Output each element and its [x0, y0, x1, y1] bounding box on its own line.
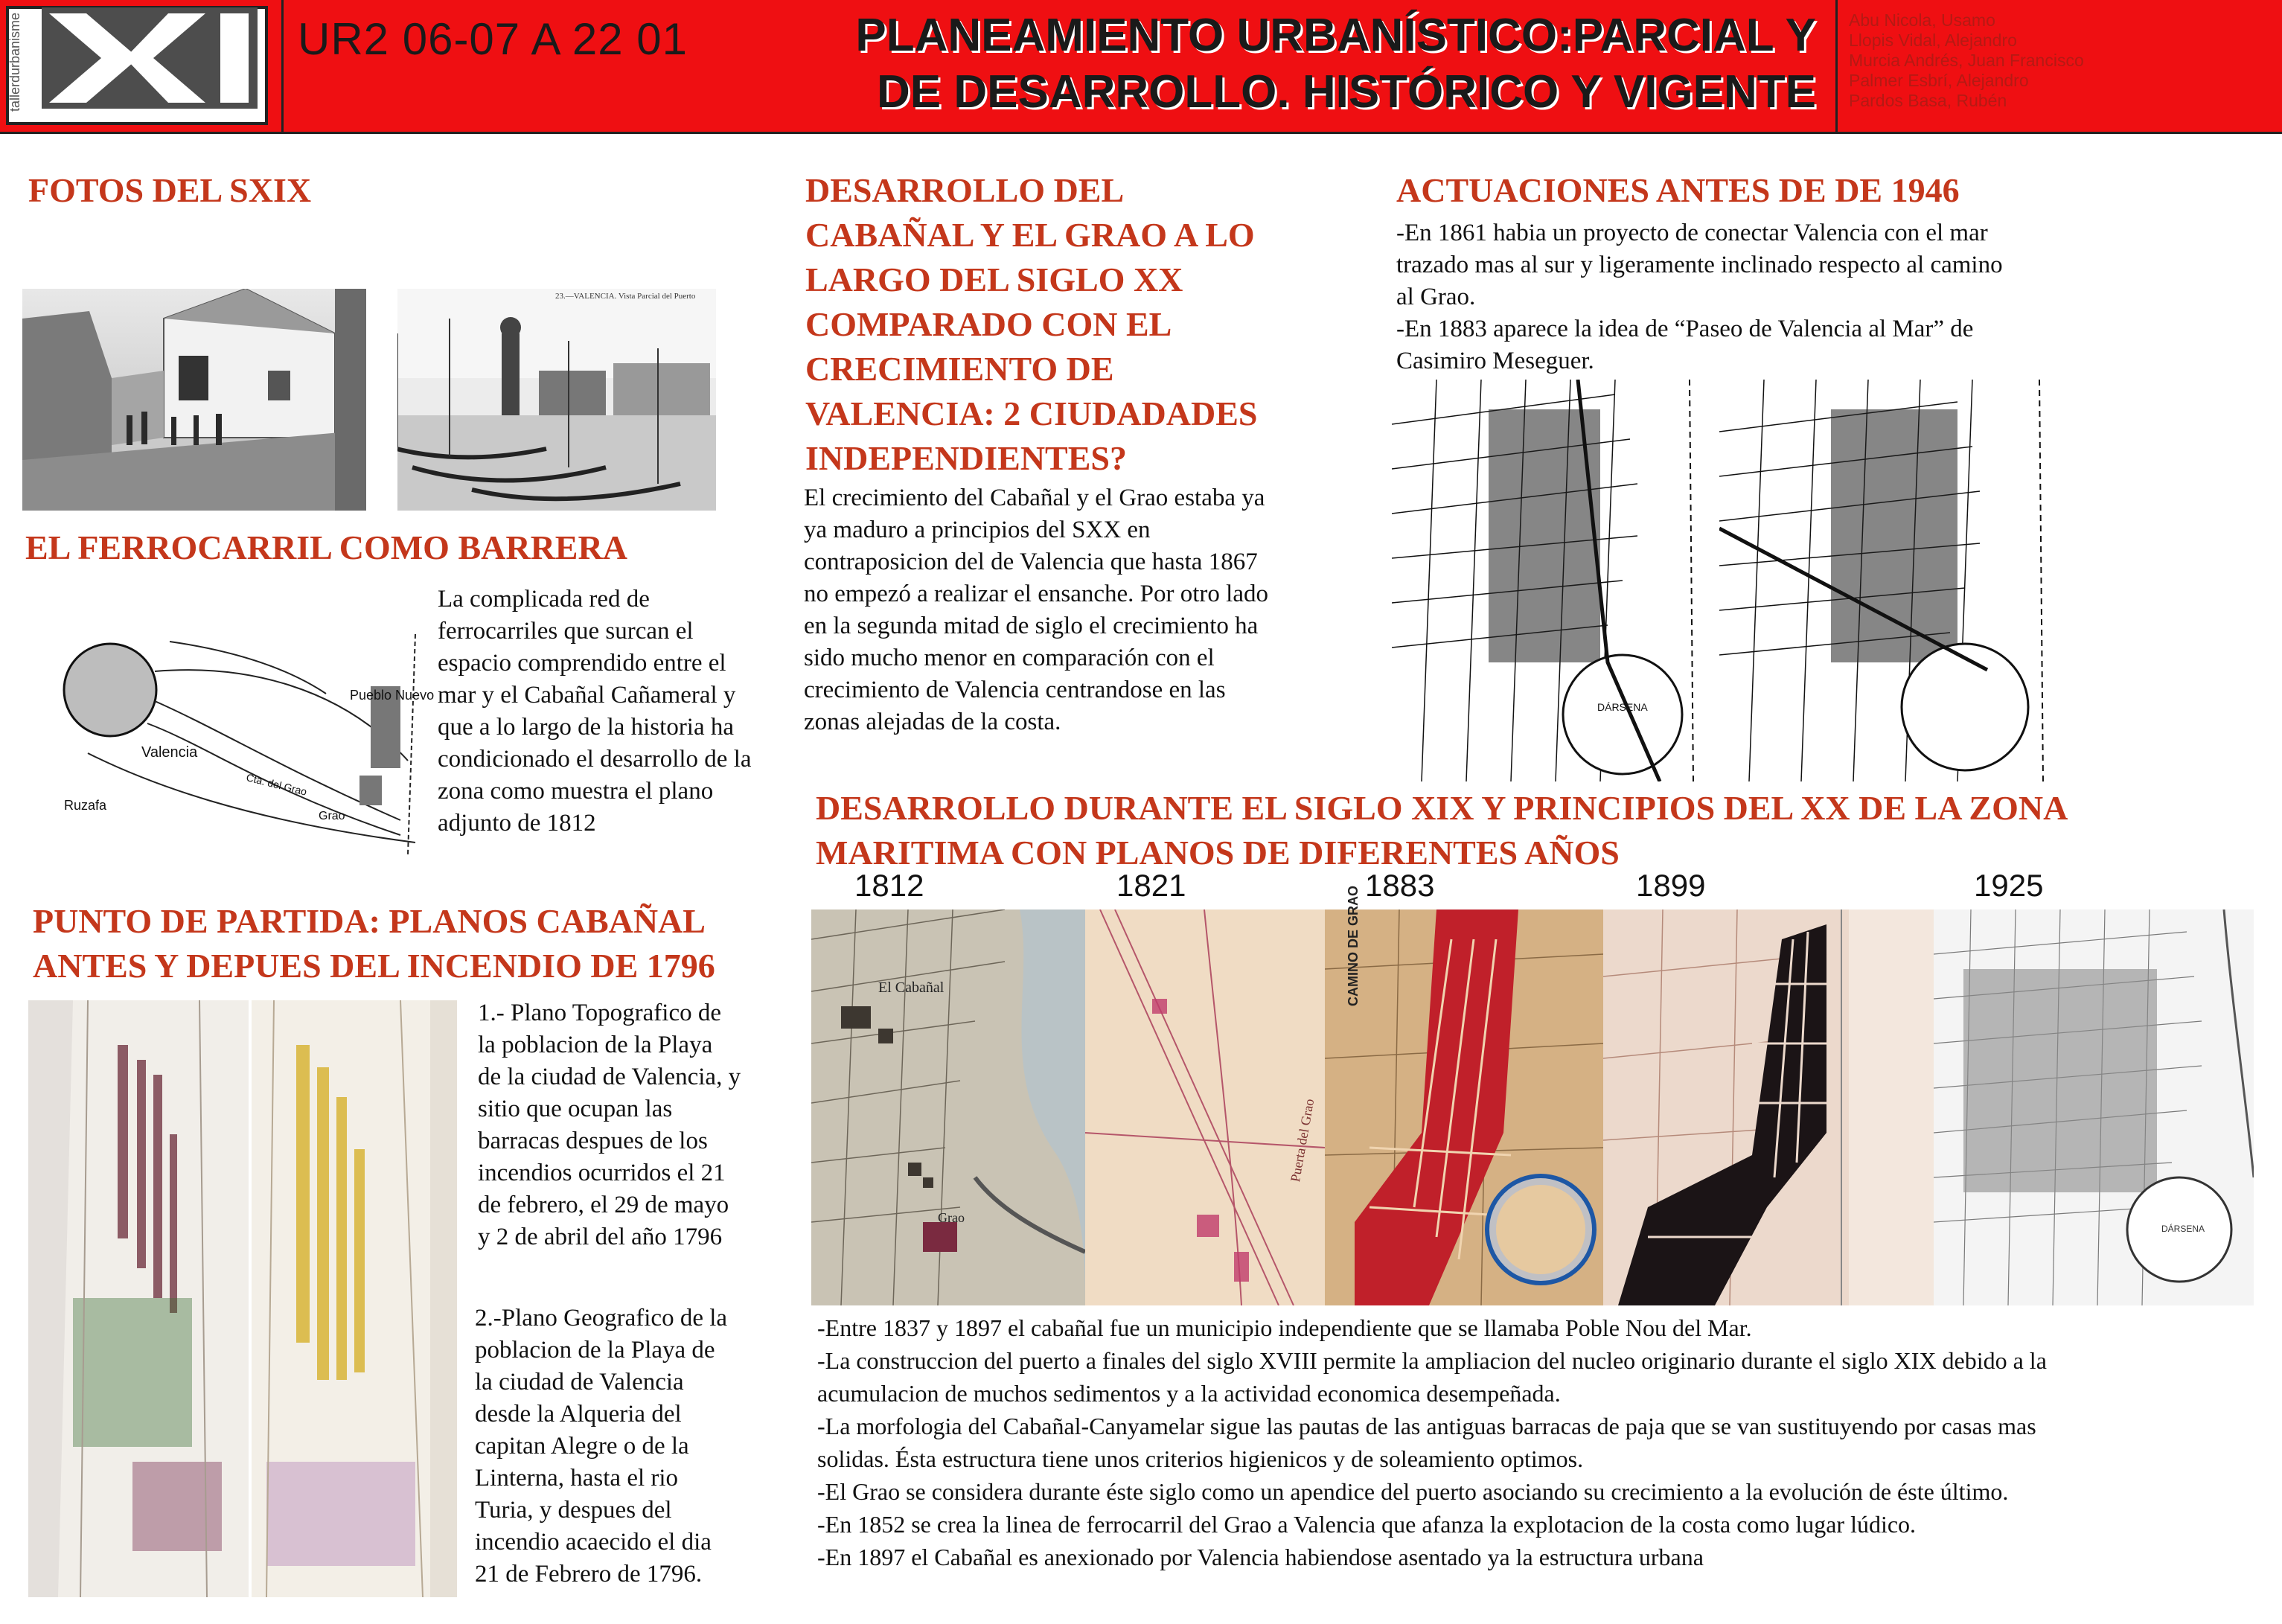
heading-line: PUNTO DE PARTIDA: PLANOS CABAÑAL: [33, 902, 706, 940]
text-line: Turia, y despues del: [475, 1497, 672, 1524]
text-line: sitio que ocupan las: [478, 1096, 673, 1122]
text-line: barracas despues de los: [478, 1128, 708, 1154]
desarrollo-xx-text: [804, 482, 1340, 738]
bullet-line: -En 1897 el Cabañal es anexionado por Valencia habiendose asentado ya la estructura urbana: [817, 1544, 1704, 1570]
map-1861-project: [1392, 380, 1704, 781]
text-line: sido mucho menor en comparación con el: [804, 645, 1215, 671]
map-label: Cta. del Grao: [245, 771, 308, 798]
actuaciones-text: [1396, 217, 2141, 377]
text-line: de la ciudad de Valencia, y: [478, 1064, 741, 1090]
text-line: -En 1883 aparece la idea de “Paseo de Valencia al Mar” de: [1396, 316, 1974, 342]
heading-line: CRECIMIENTO DE: [805, 350, 1114, 388]
map-1883: [1325, 909, 1603, 1305]
year-label: 1925: [1974, 868, 2044, 903]
heading-line: DESARROLLO DURANTE EL SIGLO XIX Y PRINCIPIOS DEL XX DE LA ZONA: [816, 789, 2068, 827]
author: Palmer Esbrí, Alejandro: [1849, 71, 2029, 90]
heading-line: COMPARADO CON EL: [805, 305, 1172, 343]
text-line: crecimiento de Valencia centrandose en las: [804, 677, 1226, 703]
maritima-bullets: [817, 1311, 2276, 1573]
photo-caption: 23.—VALENCIA. Vista Parcial del Puerto: [555, 292, 696, 301]
map-label: Puerta del Grao: [1288, 1097, 1317, 1183]
maritima-heading: [816, 786, 2275, 875]
text-line: 1.- Plano Topografico de: [478, 1000, 722, 1026]
text-line: Casimiro Meseguer.: [1396, 348, 1594, 374]
year-label: 1812: [854, 868, 924, 903]
text-line: zonas alejadas de la costa.: [804, 709, 1061, 735]
author: Murcia Andrés, Juan Francisco: [1849, 51, 2084, 70]
desarrollo-xx-heading: [805, 168, 1386, 481]
bullet-line: solidas. Ésta estructura tiene unos criterios higienicos y de soleamiento optimos.: [817, 1445, 1584, 1472]
authors-list: [1849, 10, 2084, 111]
bullet-line: -La construccion del puerto a finales del siglo XVIII permite la ampliacion del nucleo originario durante el siglo XIX debido a la: [817, 1347, 2047, 1374]
map-1899: [1603, 909, 1934, 1305]
text-line: en la segunda mitad de siglo el crecimiento ha: [804, 613, 1259, 639]
page-title: [774, 7, 1816, 121]
text-line: contraposicion del de Valencia que hasta 1867: [804, 549, 1258, 575]
map-1821: [1085, 909, 1325, 1305]
bullet-line: -El Grao se considera durante éste siglo como un apendice del puerto asociando su crecimiento a la evolución de éste último.: [817, 1478, 2009, 1505]
map-label: Grao: [938, 1210, 965, 1225]
ferrocarril-text: [438, 584, 795, 840]
text-line: la poblacion de la Playa: [478, 1032, 713, 1058]
map-1812: [811, 909, 1085, 1305]
text-line: ferrocarriles que surcan el: [438, 618, 694, 645]
heading-line: LARGO DEL SIGLO XX: [805, 260, 1183, 298]
map-1883-paseo: [1719, 380, 2054, 781]
logo-mark-icon: [42, 7, 258, 109]
bullet-line: acumulacion de muchos sedimentos y a la actividad economica desempeñada.: [817, 1380, 1561, 1407]
photo-19th-century-port: [368, 289, 716, 511]
text-line: incendios ocurridos el 21: [478, 1160, 726, 1186]
map-1796-after-fire: [252, 1000, 457, 1597]
heading-line: CABAÑAL Y EL GRAO A LO: [805, 216, 1255, 254]
text-line: adjunto de 1812: [438, 810, 596, 837]
year-label: 1883: [1365, 868, 1435, 903]
text-line: condicionado el desarrollo de la: [438, 746, 752, 773]
title-line-2: DE DESARROLLO. HISTÓRICO Y VIGENTE: [877, 66, 1816, 118]
course-code: UR2 06-07 A 22 01: [298, 14, 688, 64]
heading-line: DESARROLLO DEL: [805, 171, 1125, 209]
text-line: incendio acaecido el dia: [475, 1529, 712, 1556]
heading-line: ANTES Y DEPUES DEL INCENDIO DE 1796: [33, 947, 715, 985]
actuaciones-heading: ACTUACIONES ANTES DE DE 1946: [1396, 171, 1960, 209]
text-line: poblacion de la Playa de: [475, 1337, 715, 1364]
map-label: DÁRSENA: [2161, 1224, 2205, 1234]
text-line: al Grao.: [1396, 284, 1476, 310]
bullet-line: -Entre 1837 y 1897 el cabañal fue un municipio independiente que se llamaba Poble Nou del Mar.: [817, 1314, 1752, 1341]
map-label: Ruzafa: [64, 798, 107, 813]
text-line: -En 1861 habia un proyecto de conectar Valencia con el mar: [1396, 220, 1988, 246]
text-line: la ciudad de Valencia: [475, 1369, 684, 1396]
map-label: El Cabañal: [878, 979, 945, 996]
railway-map-1812: [58, 619, 435, 854]
text-line: y 2 de abril del año 1796: [478, 1224, 723, 1250]
bullet-line: -La morfologia del Cabañal-Canyamelar sigue las pautas de las antiguas barracas de paja que se van sustituyendo por casas mas: [817, 1413, 2036, 1439]
text-line: trazado mas al sur y ligeramente inclinado respecto al camino: [1396, 252, 2003, 278]
text-line: 21 de Febrero de 1796.: [475, 1561, 703, 1588]
map-label: Pueblo Nuevo: [350, 688, 435, 703]
heading-line: VALENCIA: 2 CIUDADADES: [805, 394, 1258, 432]
text-line: ya maduro a principios del SXX en: [804, 517, 1151, 543]
logo-sidetext: tallerdurbanisme: [7, 12, 22, 112]
map-label: Valencia: [141, 744, 198, 761]
year-label: 1821: [1116, 868, 1186, 903]
map-label: Grao: [319, 810, 345, 822]
author: Abu Nicola, Usamo: [1849, 10, 1995, 30]
text-line: capitan Alegre o de la: [475, 1433, 689, 1460]
text-line: que a lo largo de la historia ha: [438, 714, 735, 741]
text-line: desde la Alqueria del: [475, 1401, 682, 1428]
text-line: Linterna, hasta el rio: [475, 1465, 679, 1492]
text-line: zona como muestra el plano: [438, 778, 714, 805]
author: Pardos Basa, Rubén: [1849, 91, 2007, 110]
punto-heading: [33, 899, 715, 988]
text-line: mar y el Cabañal Cañameral y: [438, 682, 736, 709]
text-line: La complicada red de: [438, 586, 650, 613]
map-label: CAMINO DE GRAO: [1346, 886, 1361, 1006]
header-divider: [281, 0, 284, 132]
bullet-line: -En 1852 se crea la linea de ferrocarril del Grao a Valencia que afanza la explotacion de la costa como lugar lúdico.: [817, 1511, 1917, 1538]
author: Llopis Vidal, Alejandro: [1849, 31, 2017, 50]
photo-19th-century-street: [22, 289, 366, 511]
text-line: 2.-Plano Geografico de la: [475, 1305, 728, 1332]
ferrocarril-heading: EL FERROCARRIL COMO BARRERA: [25, 528, 627, 566]
title-line-1: PLANEAMIENTO URBANÍSTICO:PARCIAL Y: [855, 10, 1816, 61]
text-line: espacio comprendido entre el: [438, 650, 726, 677]
map-label: DÁRSENA: [1597, 701, 1648, 713]
text-line: El crecimiento del Cabañal y el Grao estaba ya: [804, 485, 1265, 511]
map-1796-before-fire: [28, 1000, 249, 1597]
text-line: de febrero, el 29 de mayo: [478, 1192, 729, 1218]
text-line: no empezó a realizar el ensanche. Por otro lado: [804, 581, 1268, 607]
plano-2-text: [475, 1302, 787, 1591]
heading-line: MARITIMA CON PLANOS DE DIFERENTES AÑOS: [816, 834, 1620, 872]
plano-1-text: [478, 997, 790, 1253]
heading-line: INDEPENDIENTES?: [805, 439, 1127, 477]
year-label: 1899: [1636, 868, 1706, 903]
header-divider: [1835, 0, 1838, 132]
map-1925: [1934, 909, 2254, 1305]
fotos-heading: FOTOS DEL SXIX: [28, 171, 312, 209]
